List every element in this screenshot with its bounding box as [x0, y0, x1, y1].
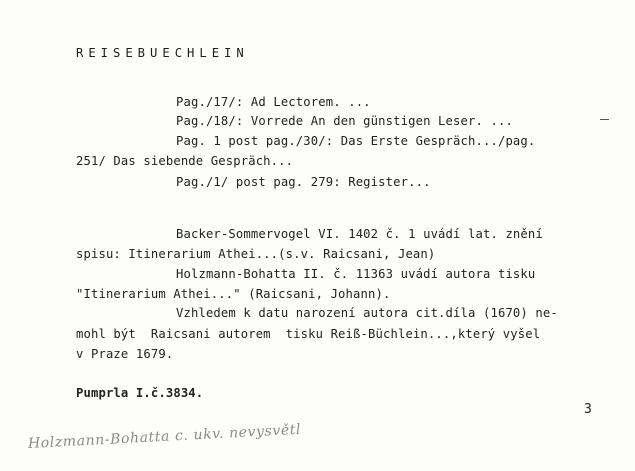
bibliography-line-6: mohl být Raicsani autorem tisku Reiß-Büchlein...,který vyšel [76, 327, 541, 341]
bibliography-line-2: spisu: Itinerarium Athei...(s.v. Raicsani, Jean) [76, 247, 436, 261]
bibliography-line-1: Backer-Sommervogel VI. 1402 č. 1 uvádí lat. znění [176, 227, 543, 241]
contents-line-2: Pag./18/: Vorrede An den günstigen Leser. ... [176, 114, 513, 128]
page-number: 3 [584, 402, 592, 417]
contents-line-3: Pag. 1 post pag./30/: Das Erste Gespräch.../pag. [176, 134, 536, 148]
contents-line-5: Pag./1/ post pag. 279: Register... [176, 175, 431, 189]
reference-line: Pumprla I.č.3834. [76, 386, 204, 400]
contents-line-4: 251/ Das siebende Gespräch... [76, 154, 294, 168]
bibliography-line-5: Vzhledem k datu narození autora cit.díla (1670) ne- [176, 306, 558, 320]
card-title: REISEBUECHLEIN [76, 46, 249, 60]
contents-line-1: Pag./17/: Ad Lectorem. ... [176, 95, 371, 109]
handwritten-note: Holzmann-Bohatta c. ukv. nevysvětl [27, 421, 302, 452]
bibliography-line-4: "Itinerarium Athei..." (Raicsani, Johann). [76, 287, 391, 301]
margin-dash [600, 119, 609, 120]
bibliography-line-3: Holzmann-Bohatta II. č. 11363 uvádí autora tisku [176, 267, 536, 281]
bibliography-line-7: v Praze 1679. [76, 347, 174, 361]
